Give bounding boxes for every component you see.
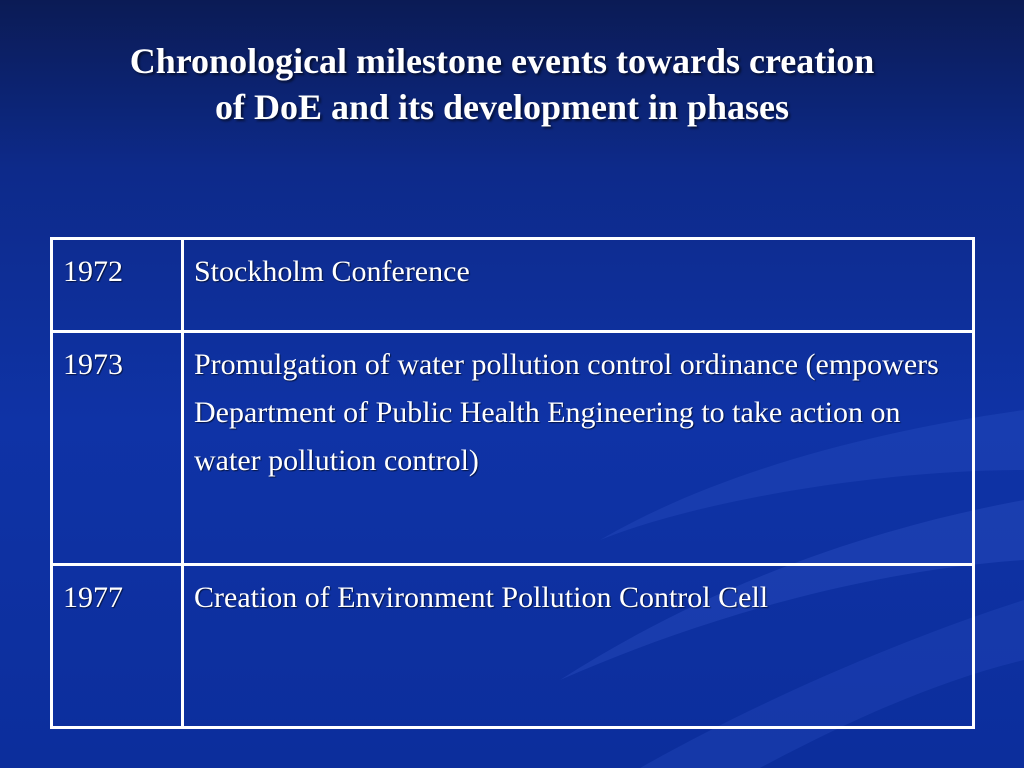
title-line-1: Chronological milestone events towards creation (129, 41, 875, 81)
event-cell: Stockholm Conference (183, 239, 974, 332)
year-cell: 1977 (52, 565, 183, 728)
event-cell: Creation of Environment Pollution Control Cell (183, 565, 974, 728)
event-cell: Promulgation of water pollution control ordinance (empowers Department of Public Health Engineering to take action on water pollution control) (183, 332, 974, 565)
slide-title (20, 38, 984, 130)
table-row (52, 565, 974, 728)
table-row (52, 332, 974, 565)
table-row (52, 239, 974, 332)
year-cell: 1973 (52, 332, 183, 565)
milestones-table (50, 237, 975, 729)
year-cell: 1972 (52, 239, 183, 332)
title-line-2: of DoE and its development in phases (214, 87, 790, 127)
